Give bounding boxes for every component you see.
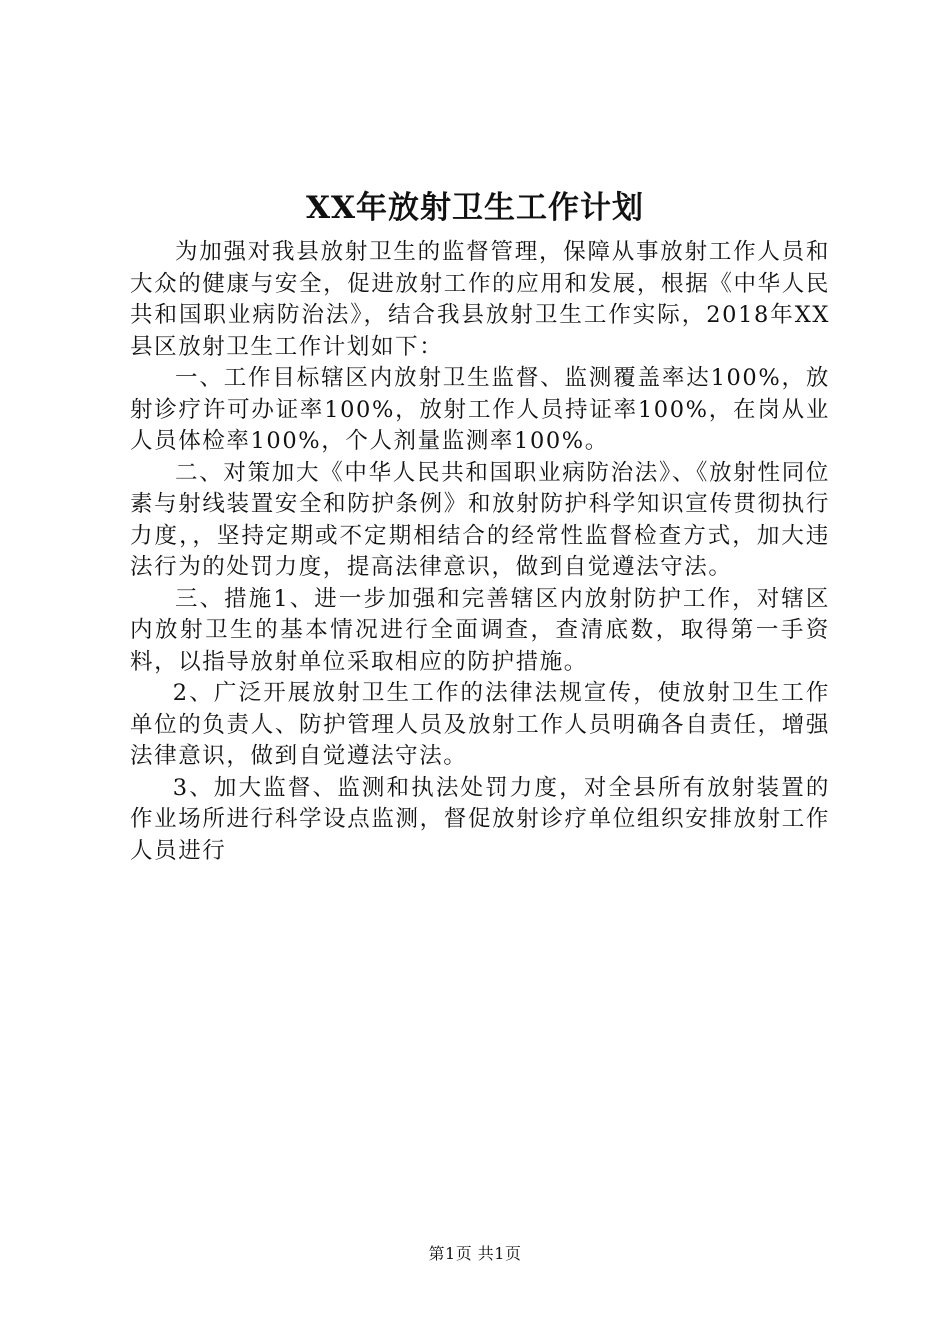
document-body xyxy=(130,237,830,867)
page-footer: 第1页 共1页 xyxy=(428,1244,522,1263)
paragraph-measures-3: 3、加大监督、监测和执法处罚力度，对全县所有放射装置的作业场所进行科学设点监测，督促放射诊疗单位组织安排放射工作人员进行 xyxy=(130,774,830,864)
paragraph-measures-2: 2、广泛开展放射卫生工作的法律法规宣传，使放射卫生工作单位的负责人、防护管理人员及放射工作人员明确各自责任，增强法律意识，做到自觉遵法守法。 xyxy=(130,680,830,769)
paragraph-goals: 一、工作目标辖区内放射卫生监督、监测覆盖率达100%，放射诊疗许可办证率100%，放射工作人员持证率100%，在岗从业人员体检率100%，个人剂量监测率100%。 xyxy=(130,365,830,454)
paragraph-intro: 为加强对我县放射卫生的监督管理，保障从事放射工作人员和大众的健康与安全，促进放射工作的应用和发展，根据《中华人民共和国职业病防治法》，结合我县放射卫生工作实际，2018年XX县区放射卫生工作计划如下： xyxy=(130,239,830,360)
paragraph-strategy: 二、对策加大《中华人民共和国职业病防治法》、《放射性同位素与射线装置安全和防护条例》和放射防护科学知识宣传贯彻执行力度，，坚持定期或不定期相结合的经常性监督检查方式，加大违法行为的处罚力度，提高法律意识，做到自觉遵法守法。 xyxy=(130,459,830,580)
document-title: XX年放射卫生工作计划 xyxy=(305,190,645,226)
paragraph-measures-1: 三、措施1、进一步加强和完善辖区内放射防护工作，对辖区内放射卫生的基本情况进行全面调查，查清底数，取得第一手资料，以指导放射单位采取相应的防护措施。 xyxy=(130,585,830,675)
